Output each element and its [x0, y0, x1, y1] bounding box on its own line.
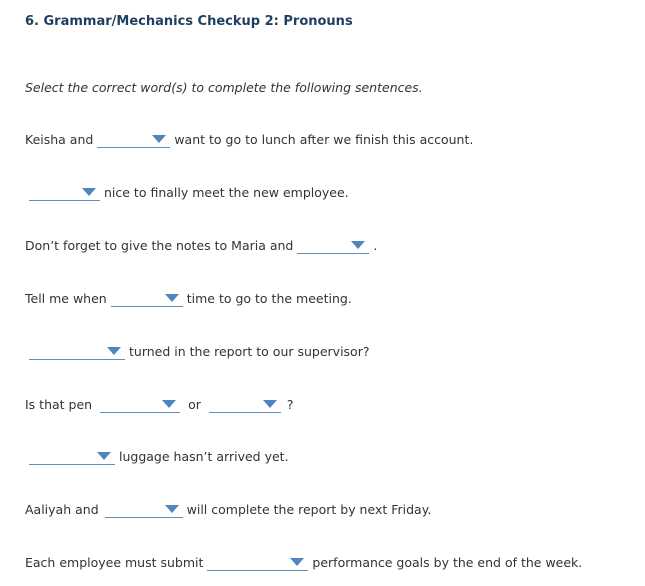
chevron-down-icon: [165, 505, 179, 513]
chevron-down-icon: [82, 188, 96, 196]
sentence-text: Is that pen: [25, 396, 93, 412]
answer-dropdown-2[interactable]: [29, 183, 100, 201]
sentence-text: will complete the report by next Friday.: [186, 501, 432, 517]
sentence-8: [25, 499, 431, 519]
answer-dropdown-8[interactable]: [29, 447, 115, 465]
answer-dropdown-4[interactable]: [111, 289, 183, 307]
sentence-text: nice to finally meet the new employee.: [104, 184, 349, 200]
chevron-down-icon: [162, 400, 176, 408]
sentence-text: Don’t forget to give the notes to Maria and: [25, 237, 294, 253]
answer-dropdown-1[interactable]: [97, 130, 170, 148]
chevron-down-icon: [97, 452, 111, 460]
sentence-text: or: [188, 396, 201, 412]
sentence-9: [25, 552, 582, 572]
page-title: 6. Grammar/Mechanics Checkup 2: Pronouns: [25, 14, 353, 29]
sentence-6: [25, 394, 294, 414]
chevron-down-icon: [290, 558, 304, 566]
sentence-text: Each employee must submit: [25, 554, 204, 570]
sentence-1: [25, 129, 473, 149]
sentence-text: time to go to the meeting.: [186, 290, 352, 306]
sentence-text: Tell me when: [25, 290, 107, 306]
sentence-text: Aaliyah and: [25, 501, 99, 517]
answer-dropdown-3[interactable]: [297, 236, 369, 254]
answer-dropdown-6[interactable]: [100, 395, 180, 413]
chevron-down-icon: [263, 400, 277, 408]
sentence-7: [29, 446, 289, 466]
answer-dropdown-7[interactable]: [209, 395, 281, 413]
answer-dropdown-10[interactable]: [207, 553, 308, 571]
chevron-down-icon: [107, 347, 121, 355]
instructions-text: Select the correct word(s) to complete the following sentences.: [25, 80, 423, 95]
sentence-4: [25, 288, 352, 308]
sentence-5: [29, 341, 369, 361]
sentence-text: want to go to lunch after we finish this account.: [174, 131, 474, 147]
chevron-down-icon: [152, 135, 166, 143]
sentence-text: performance goals by the end of the week.: [312, 554, 583, 570]
chevron-down-icon: [165, 294, 179, 302]
answer-dropdown-9[interactable]: [105, 500, 183, 518]
sentence-text: ?: [286, 396, 294, 412]
sentence-3: [25, 235, 377, 255]
sentence-text: luggage hasn’t arrived yet.: [119, 448, 289, 464]
answer-dropdown-5[interactable]: [29, 342, 125, 360]
sentence-2: [29, 182, 349, 202]
chevron-down-icon: [351, 241, 365, 249]
sentence-text: Keisha and: [25, 131, 94, 147]
sentence-text: turned in the report to our supervisor?: [129, 343, 370, 359]
sentence-text: .: [373, 237, 378, 253]
